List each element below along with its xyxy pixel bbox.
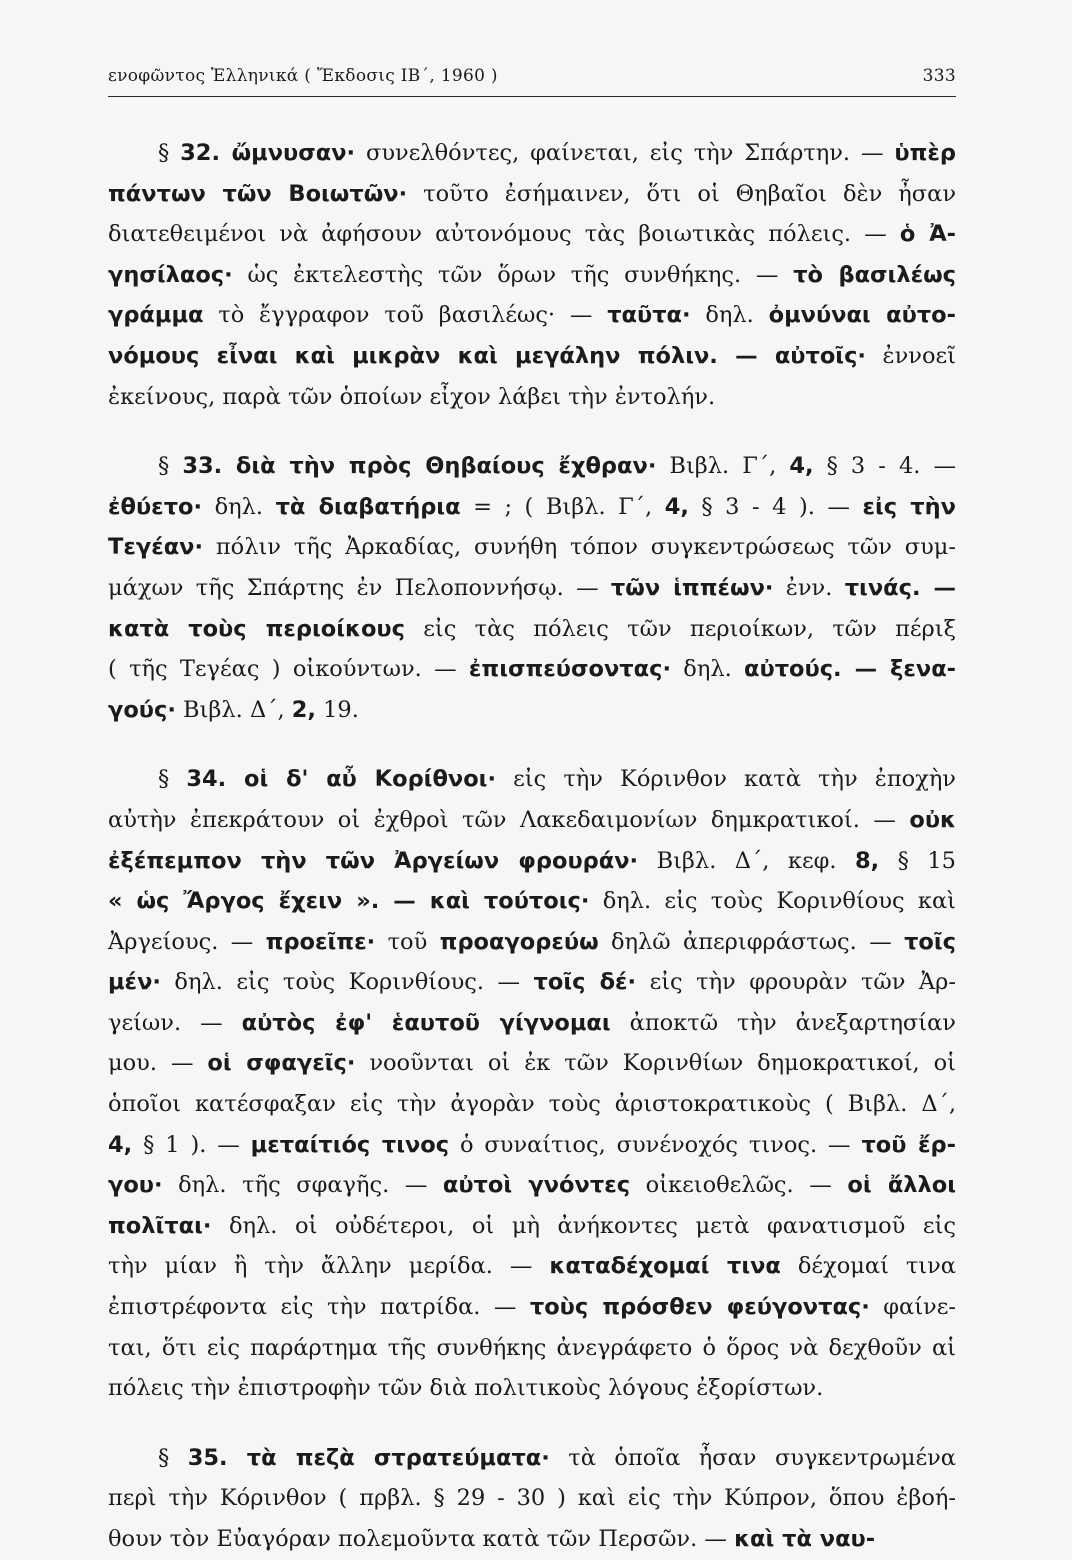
text-line: [108, 1003, 956, 1044]
paragraph-s33: [108, 446, 956, 730]
text-line: [108, 800, 956, 841]
lemma-term: τὸ βασιλέως: [793, 261, 956, 288]
lemma-term: γούς·: [108, 696, 176, 723]
text-line: [108, 1246, 956, 1287]
gloss-text: ται, ὅτι εἰς παράρτημα τῆς συνθήκης ἀνεγράφετο ὁ ὅρος νὰ δεχθοῦν αἱ: [108, 1334, 956, 1361]
lemma-term: οἱ ἄλλοι: [847, 1172, 957, 1199]
gloss-text: τοῦ: [375, 928, 440, 955]
text-line: [108, 881, 956, 922]
gloss-text: εἰς τὴν φρουρὰν τῶν Ἀρ-: [636, 969, 956, 996]
gloss-text: τὴν μίαν ἢ τὴν ἄλλην μερίδα. —: [108, 1253, 550, 1280]
gloss-text: τοῦτο ἐσήμαινεν, ὅτι οἱ Θηβαῖοι δὲν ἦσαν: [407, 180, 956, 207]
gloss-text: εἰς τὰς πόλεις τῶν περιοίκων, τῶν πέριξ: [404, 615, 956, 642]
lemma-term: μεταίτιός τινος: [250, 1131, 450, 1158]
lemma-term: προεῖπε·: [265, 928, 376, 955]
lemma-term: 34. οἱ δ' αὖ Κορίθνοι·: [186, 766, 496, 793]
text-line: [108, 962, 956, 1003]
lemma-term: 33. διὰ τὴν πρὸς Θηβαίους ἔχθραν·: [182, 453, 657, 480]
text-line: [108, 1165, 956, 1206]
text-line: [108, 690, 956, 731]
text-line: [108, 609, 956, 650]
lemma-term: γράμμα: [108, 302, 204, 329]
text-line: [108, 1287, 956, 1328]
lemma-term: 2,: [291, 696, 316, 723]
gloss-text: δηλ. τῆς σφαγῆς. —: [162, 1172, 443, 1199]
lemma-term: τοὺς πρόσθεν φεύγοντας·: [529, 1294, 870, 1321]
lemma-term: τοῖς δέ·: [533, 969, 637, 996]
gloss-text: § 15: [879, 847, 956, 874]
gloss-text: πόλιν τῆς Ἀρκαδίας, συνήθη τόπον συγκεντρώσεως τῶν συμ-: [203, 534, 956, 561]
lemma-term: καταδέχομαί τινα: [549, 1253, 781, 1280]
page-number: 333: [922, 66, 956, 86]
lemma-term: πάντων τῶν Βοιωτῶν·: [108, 180, 408, 207]
gloss-text: §: [158, 453, 183, 480]
text-line: [108, 377, 956, 418]
gloss-text: 19.: [315, 696, 359, 723]
gloss-text: § 3 - 4 ). —: [688, 493, 863, 520]
gloss-text: ὁ συναίτιος, συνένοχός τινος. —: [449, 1131, 862, 1158]
text-line: [108, 527, 956, 568]
text-line: [108, 759, 956, 800]
lemma-term: προαγορεύω: [439, 928, 599, 955]
gloss-text: συνελθόντες, φαίνεται, εἰς τὴν Σπάρτην. —: [355, 140, 895, 166]
gloss-text: μου. —: [108, 1050, 208, 1077]
lemma-term: ὑπὲρ: [894, 140, 956, 166]
lemma-term: οἱ σφαγεῖς·: [207, 1050, 356, 1077]
paragraph-s35: [108, 1438, 956, 1560]
gloss-text: περὶ τὴν Κόρινθον ( πρβλ. § 29 - 30 ) καὶ εἰς τὴν Κύπρον, ὅπου ἐβοή-: [108, 1485, 956, 1512]
gloss-text: Βιβλ. Δ΄,: [175, 696, 292, 723]
text-line: [108, 922, 956, 963]
lemma-term: γου·: [108, 1172, 163, 1199]
text-line: [108, 1478, 956, 1519]
gloss-text: δηλῶ ἀπεριφράστως. —: [598, 928, 905, 955]
lemma-term: αὐτὸς ἐφ' ἑαυτοῦ γίγνομαι: [241, 1009, 611, 1036]
gloss-text: δηλ.: [202, 493, 276, 520]
gloss-text: τὸ ἔγγραφον τοῦ βασιλέως· —: [203, 302, 608, 329]
gloss-text: δηλ. οἱ οὐδέτεροι, οἱ μὴ ἀνήκοντες μετὰ φανατισμοῦ εἰς: [211, 1212, 956, 1239]
text-line: [108, 1084, 956, 1125]
text-line: [108, 174, 956, 215]
lemma-term: ἐθύετο·: [108, 493, 203, 520]
lemma-term: μέν·: [108, 969, 161, 996]
text-line: [108, 1368, 956, 1409]
gloss-text: δηλ.: [671, 656, 745, 683]
lemma-term: τὰ διαβατήρια: [275, 493, 461, 520]
header-rule: [108, 96, 956, 97]
gloss-text: ( τῆς Τεγέας ) οἰκούντων. —: [108, 656, 469, 683]
lemma-term: καὶ τὰ ναυ-: [734, 1526, 876, 1552]
gloss-text: ὡς ἐκτελεστὴς τῶν ὅρων τῆς συνθήκης. —: [232, 261, 794, 288]
gloss-text: § 3 - 4. —: [813, 453, 957, 480]
text-line: [108, 649, 956, 690]
gloss-text: §: [158, 140, 181, 166]
running-head: [108, 52, 956, 86]
gloss-text: δηλ. εἰς τοὺς Κορινθίους. —: [160, 969, 534, 996]
commentary-body: [108, 133, 956, 1560]
gloss-text: §: [158, 1444, 188, 1471]
lemma-term: Τεγέαν·: [108, 534, 204, 561]
lemma-term: οὐκ: [909, 806, 956, 833]
lemma-term: ἐπισπεύσοντας·: [468, 656, 672, 683]
gloss-text: Βιβλ. Γ΄,: [656, 453, 790, 480]
gloss-text: πόλεις τὴν ἐπιστροφὴν τῶν διὰ πολιτικοὺς λόγους ἐξορίστων.: [108, 1375, 824, 1402]
paragraph-s32: [108, 133, 956, 417]
gloss-text: δέχομαί τινα: [780, 1253, 956, 1280]
text-line: [108, 1125, 956, 1166]
book-page: [108, 52, 957, 1552]
running-title: ενοφῶντος Ἑλληνικά ( Ἔκδοσις ΙΒ΄, 1960 ): [108, 66, 498, 86]
gloss-text: § 1 ). —: [132, 1131, 251, 1158]
lemma-term: τοῦ ἔρ-: [861, 1131, 956, 1158]
gloss-text: ἀποκτῶ τὴν ἀνεξαρτησίαν: [610, 1009, 956, 1036]
gloss-text: μάχων τῆς Σπάρτης ἐν Πελοποννήσῳ. —: [108, 574, 611, 601]
text-line: [108, 133, 956, 174]
gloss-text: Βιβλ. Δ΄, κεφ.: [638, 847, 855, 874]
lemma-term: κατὰ τοὺς περιοίκους: [108, 615, 405, 642]
lemma-term: τινάς. —: [844, 574, 956, 601]
lemma-term: 32. ὤμνυσαν·: [180, 140, 356, 166]
lemma-term: 35. τὰ πεζὰ στρατεύματα·: [187, 1444, 550, 1471]
text-line: [108, 1206, 956, 1247]
gloss-text: ἐνν.: [773, 574, 845, 601]
gloss-text: τὰ ὁποῖα ἦσαν συγκεντρωμένα: [549, 1444, 956, 1471]
text-line: [108, 1043, 956, 1084]
lemma-term: ὁ Ἀ-: [899, 221, 956, 248]
gloss-text: φαίνε-: [869, 1294, 956, 1321]
gloss-text: §: [158, 766, 187, 793]
text-line: [108, 255, 956, 296]
text-line: [108, 295, 956, 336]
gloss-text: Ἀργείους. —: [108, 928, 266, 955]
lemma-term: εἰς τὴν: [862, 493, 957, 520]
text-line: [108, 841, 956, 882]
text-line: [108, 336, 956, 377]
text-line: [108, 214, 956, 255]
gloss-text: δηλ.: [690, 302, 769, 329]
lemma-term: τοῖς: [904, 928, 956, 955]
gloss-text: διατεθειμένοι νὰ ἀφήσουν αὐτονόμους τὰς βοιωτικὰς πόλεις. —: [108, 221, 900, 248]
gloss-text: ἐπιστρέφοντα εἰς τὴν πατρίδα. —: [108, 1294, 530, 1321]
text-line: [108, 568, 956, 609]
text-line: [108, 446, 956, 487]
gloss-text: αὐτὴν ἐπεκράτουν οἱ ἐχθροὶ τῶν Λακεδαιμονίων δημκρατικοί. —: [108, 806, 910, 833]
lemma-term: πολῖται·: [108, 1212, 212, 1239]
gloss-text: ἐκείνους, παρὰ τῶν ὁποίων εἶχον λάβει τὴν ἐντολήν.: [108, 383, 716, 410]
lemma-term: 4,: [664, 493, 689, 520]
lemma-term: 4,: [789, 453, 814, 480]
lemma-term: νόμους εἶναι καὶ μικρὰν καὶ μεγάλην πόλιν. — αὐτοῖς·: [108, 342, 866, 369]
lemma-term: αὐτούς. — ξενα-: [744, 656, 956, 683]
lemma-term: 4,: [108, 1131, 133, 1158]
lemma-term: τῶν ἱππέων·: [610, 574, 774, 601]
gloss-text: γείων. —: [108, 1009, 242, 1036]
lemma-term: ἐξέπεμπον τὴν τῶν Ἀργείων φρουράν·: [108, 847, 639, 874]
text-line: [108, 1438, 956, 1479]
text-line: [108, 1519, 956, 1560]
lemma-term: ταῦτα·: [607, 302, 691, 329]
text-line: [108, 1328, 956, 1369]
gloss-text: δηλ. εἰς τοὺς Κορινθίους καὶ: [589, 888, 956, 915]
lemma-term: γησίλαος·: [108, 261, 233, 288]
paragraph-s34: [108, 759, 956, 1409]
gloss-text: ἐννοεῖ: [865, 342, 956, 369]
gloss-text: οἰκειοθελῶς. —: [630, 1172, 848, 1199]
lemma-term: ὀμνύναι αὐτο-: [768, 302, 956, 329]
gloss-text: ὁποῖοι κατέσφαξαν εἰς τὴν ἀγορὰν τοὺς ἀριστοκρατικοὺς ( Βιβλ. Δ΄,: [108, 1091, 956, 1118]
lemma-term: 8,: [854, 847, 880, 874]
gloss-text: νοοῦνται οἱ ἐκ τῶν Κορινθίων δημοκρατικοί, οἱ: [355, 1050, 956, 1077]
gloss-text: = ; ( Βιβλ. Γ΄,: [460, 493, 665, 520]
gloss-text: εἰς τὴν Κόρινθον κατὰ τὴν ἐποχὴν: [496, 766, 956, 793]
lemma-term: αὐτοὶ γνόντες: [442, 1172, 631, 1199]
gloss-text: θουν τὸν Εὐαγόραν πολεμοῦντα κατὰ τῶν Περσῶν. —: [108, 1526, 735, 1552]
text-line: [108, 487, 956, 528]
lemma-term: « ὡς Ἄργος ἔχειν ». — καὶ τούτοις·: [108, 888, 590, 915]
